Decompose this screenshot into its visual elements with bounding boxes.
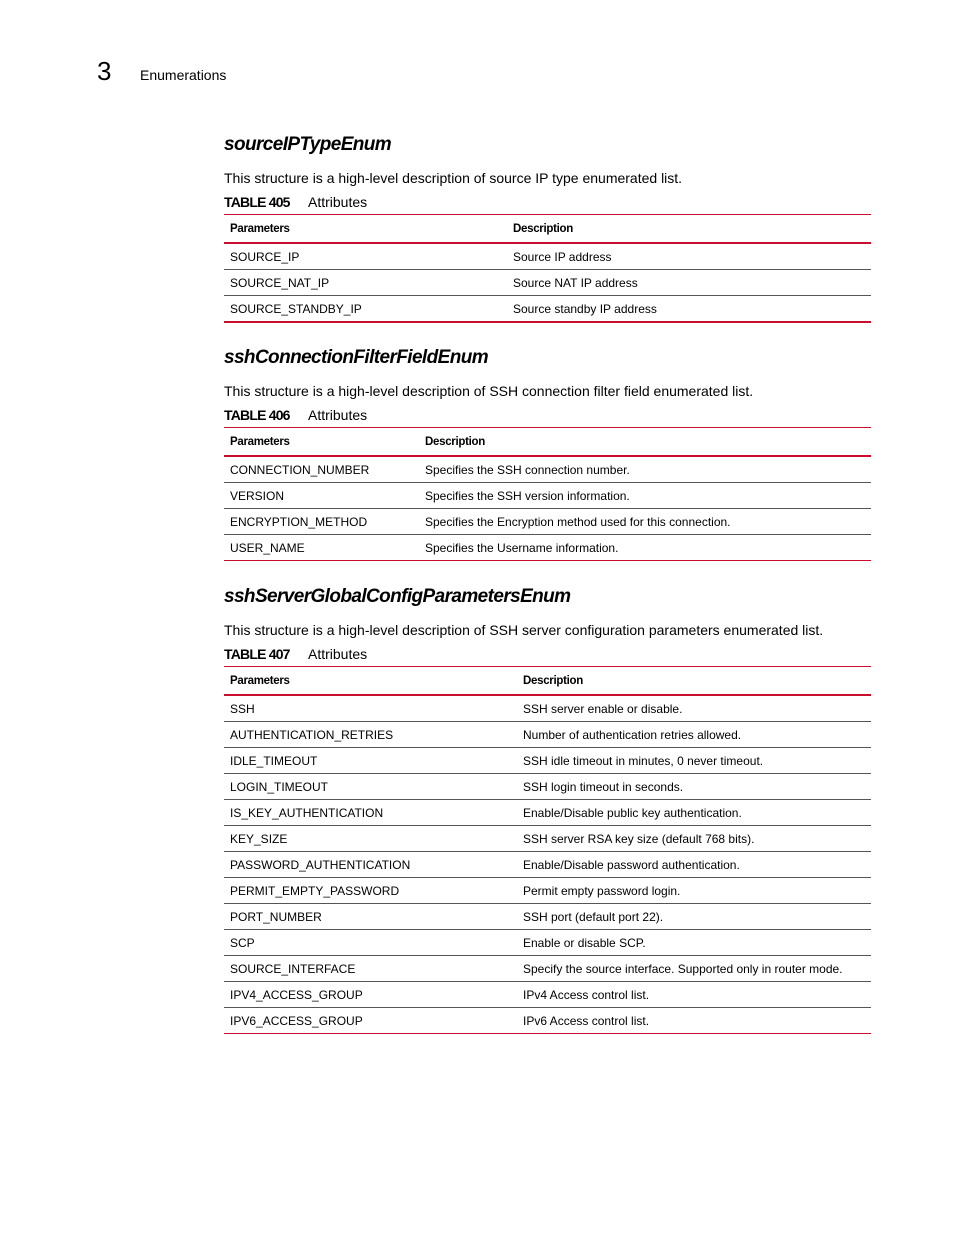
table-caption-text: Attributes [308,194,368,210]
parameter-cell: SOURCE_INTERFACE [224,956,517,982]
parameter-cell: PASSWORD_AUTHENTICATION [224,852,517,878]
table-caption [224,193,871,211]
description-cell: Specify the source interface. Supported only in router mode. [517,956,871,982]
parameter-cell: VERSION [224,483,419,509]
table-row [224,243,871,270]
table-row [224,878,871,904]
description-cell: Enable/Disable password authentication. [517,852,871,878]
description-cell: Enable/Disable public key authentication. [517,800,871,826]
table-row [224,535,871,561]
description-cell: SSH port (default port 22). [517,904,871,930]
chapter-title: Enumerations [140,67,227,83]
column-header: Description [419,428,871,457]
parameter-cell: IDLE_TIMEOUT [224,748,517,774]
parameter-cell: SCP [224,930,517,956]
table-header-row [224,428,871,457]
parameter-cell: PORT_NUMBER [224,904,517,930]
table-row [224,296,871,323]
table-row [224,800,871,826]
parameter-cell: IPV4_ACCESS_GROUP [224,982,517,1008]
table-label: TABLE 406 [224,407,290,423]
parameter-cell: IS_KEY_AUTHENTICATION [224,800,517,826]
column-header: Parameters [224,428,419,457]
description-cell: Specifies the SSH connection number. [419,456,871,483]
description-cell: SSH idle timeout in minutes, 0 never timeout. [517,748,871,774]
section-description: This structure is a high-level description of SSH server configuration parameters enumerated list. [224,622,824,638]
description-cell: Source NAT IP address [507,270,871,296]
section-description: This structure is a high-level description of SSH connection filter field enumerated list. [224,383,754,399]
page-header [97,56,226,86]
table-header-row [224,667,871,696]
description-cell: SSH server enable or disable. [517,695,871,722]
table-row [224,826,871,852]
parameter-cell: USER_NAME [224,535,419,561]
parameter-cell: LOGIN_TIMEOUT [224,774,517,800]
parameter-cell: SSH [224,695,517,722]
table-row [224,509,871,535]
description-cell: Source standby IP address [507,296,871,323]
description-cell: Source IP address [507,243,871,270]
parameter-cell: IPV6_ACCESS_GROUP [224,1008,517,1034]
parameter-cell: CONNECTION_NUMBER [224,456,419,483]
table-row [224,270,871,296]
description-cell: IPv4 Access control list. [517,982,871,1008]
table-row [224,904,871,930]
parameter-cell: PERMIT_EMPTY_PASSWORD [224,878,517,904]
attributes-table-406 [224,427,871,561]
description-cell: IPv6 Access control list. [517,1008,871,1034]
table-caption [224,406,871,424]
table-caption-text: Attributes [308,646,368,662]
table-row [224,930,871,956]
parameter-cell: ENCRYPTION_METHOD [224,509,419,535]
section-ssh-server-global-config-parameters-enum [224,585,871,1034]
section-title: sourceIPTypeEnum [224,134,392,155]
parameter-cell: SOURCE_STANDBY_IP [224,296,507,323]
table-row [224,956,871,982]
description-cell: Permit empty password login. [517,878,871,904]
description-cell: SSH login timeout in seconds. [517,774,871,800]
table-row [224,982,871,1008]
section-source-ip-type-enum [224,133,871,323]
table-row [224,456,871,483]
section-ssh-connection-filter-field-enum [224,346,871,561]
column-header: Description [517,667,871,696]
table-row [224,748,871,774]
column-header: Description [507,215,871,244]
table-row [224,483,871,509]
attributes-table-405 [224,214,871,323]
table-caption-text: Attributes [308,407,368,423]
parameter-cell: AUTHENTICATION_RETRIES [224,722,517,748]
description-cell: Specifies the Encryption method used for this connection. [419,509,871,535]
table-header-row [224,215,871,244]
parameter-cell: KEY_SIZE [224,826,517,852]
table-row [224,852,871,878]
column-header: Parameters [224,667,517,696]
description-cell: Specifies the Username information. [419,535,871,561]
attributes-table-407 [224,666,871,1034]
description-cell: Number of authentication retries allowed. [517,722,871,748]
column-header: Parameters [224,215,507,244]
table-row [224,1008,871,1034]
table-caption [224,645,871,663]
table-row [224,774,871,800]
parameter-cell: SOURCE_IP [224,243,507,270]
description-cell: SSH server RSA key size (default 768 bits). [517,826,871,852]
section-title: sshServerGlobalConfigParametersEnum [224,586,571,607]
table-label: TABLE 407 [224,646,290,662]
table-row [224,695,871,722]
description-cell: Specifies the SSH version information. [419,483,871,509]
section-title: sshConnectionFilterFieldEnum [224,347,488,368]
description-cell: Enable or disable SCP. [517,930,871,956]
parameter-cell: SOURCE_NAT_IP [224,270,507,296]
table-label: TABLE 405 [224,194,290,210]
section-description: This structure is a high-level description of source IP type enumerated list. [224,170,683,186]
chapter-number: 3 [97,56,112,86]
table-row [224,722,871,748]
